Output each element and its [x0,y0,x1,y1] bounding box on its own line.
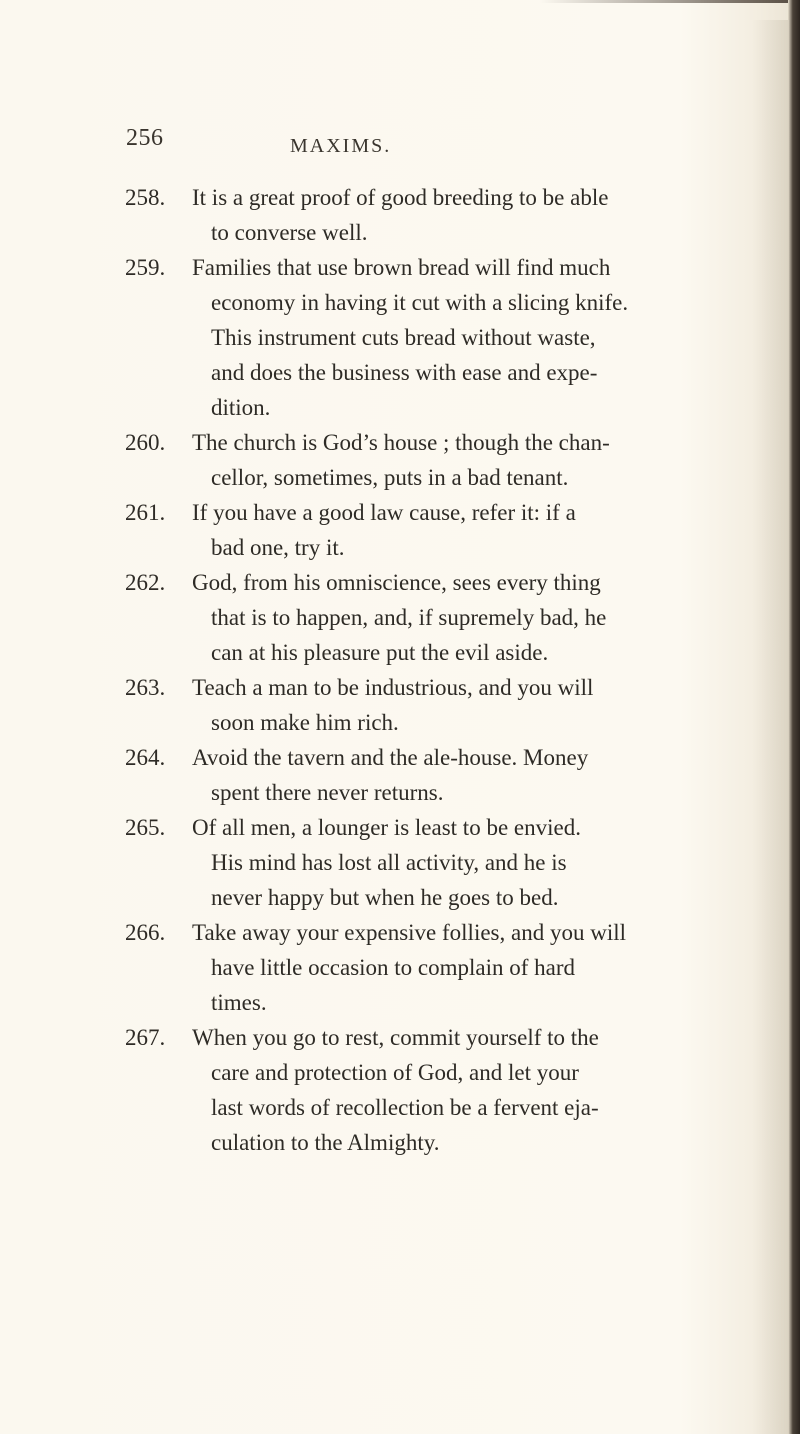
maxim-number: 260. [125,430,166,455]
maxim-entry [125,425,725,495]
maxim-entry [125,565,725,670]
maxim-line: never happy but when he goes to bed. [211,885,559,910]
maxim-line: that is to happen, and, if supremely bad, he [211,605,607,630]
maxim-entry [125,810,725,915]
maxim-line: spent there never returns. [211,780,444,805]
maxim-line: If you have a good law cause, refer it: if a [192,500,576,525]
maxims-list [125,180,725,1160]
page-number: 256 [126,125,164,151]
maxim-line: to converse well. [211,220,368,245]
maxim-line: economy in having it cut with a slicing knife. [211,290,629,315]
top-edge-shadow [540,0,790,3]
maxim-line: cellor, sometimes, puts in a bad tenant. [211,465,569,490]
maxim-line: The church is God’s house ; though the chan- [192,430,610,455]
binding-shadow [752,20,788,1434]
maxim-entry [125,250,725,425]
maxim-entry [125,1020,725,1160]
maxim-number: 262. [125,570,166,595]
maxim-line: can at his pleasure put the evil aside. [211,640,549,665]
maxim-line: soon make him rich. [211,710,399,735]
maxim-number: 259. [125,255,166,280]
maxim-line: It is a great proof of good breeding to be able [192,185,609,210]
maxim-line: Avoid the tavern and the ale-house. Money [192,745,589,770]
maxim-entry [125,915,725,1020]
maxim-line: have little occasion to complain of hard [211,955,576,980]
maxim-line: bad one, try it. [211,535,345,560]
page-edge [788,0,800,1434]
maxim-number: 263. [125,675,166,700]
maxim-line: dition. [211,395,271,420]
maxim-number: 264. [125,745,166,770]
maxim-line: and does the business with ease and expe- [211,360,598,385]
maxim-line: care and protection of God, and let your [211,1060,579,1085]
maxim-line: culation to the Almighty. [211,1130,440,1155]
maxim-line: Families that use brown bread will find much [192,255,611,280]
maxim-number: 258. [125,185,166,210]
maxim-line: This instrument cuts bread without waste, [211,325,596,350]
maxim-number: 266. [125,920,166,945]
maxim-entry [125,670,725,740]
maxim-line: Teach a man to be industrious, and you will [192,675,594,700]
maxim-line: times. [211,990,267,1015]
running-head: MAXIMS. [290,135,392,157]
maxim-entry [125,180,725,250]
maxim-line: Of all men, a lounger is least to be envied. [192,815,581,840]
maxim-line: Take away your expensive follies, and you will [192,920,626,945]
maxim-entry [125,495,725,565]
maxim-line: His mind has lost all activity, and he is [211,850,567,875]
maxim-number: 267. [125,1025,166,1050]
maxim-number: 261. [125,500,166,525]
maxim-number: 265. [125,815,166,840]
maxim-line: last words of recollection be a fervent eja- [211,1095,599,1120]
maxim-line: When you go to rest, commit yourself to the [192,1025,599,1050]
maxim-line: God, from his omniscience, sees every thing [192,570,601,595]
maxim-entry [125,740,725,810]
